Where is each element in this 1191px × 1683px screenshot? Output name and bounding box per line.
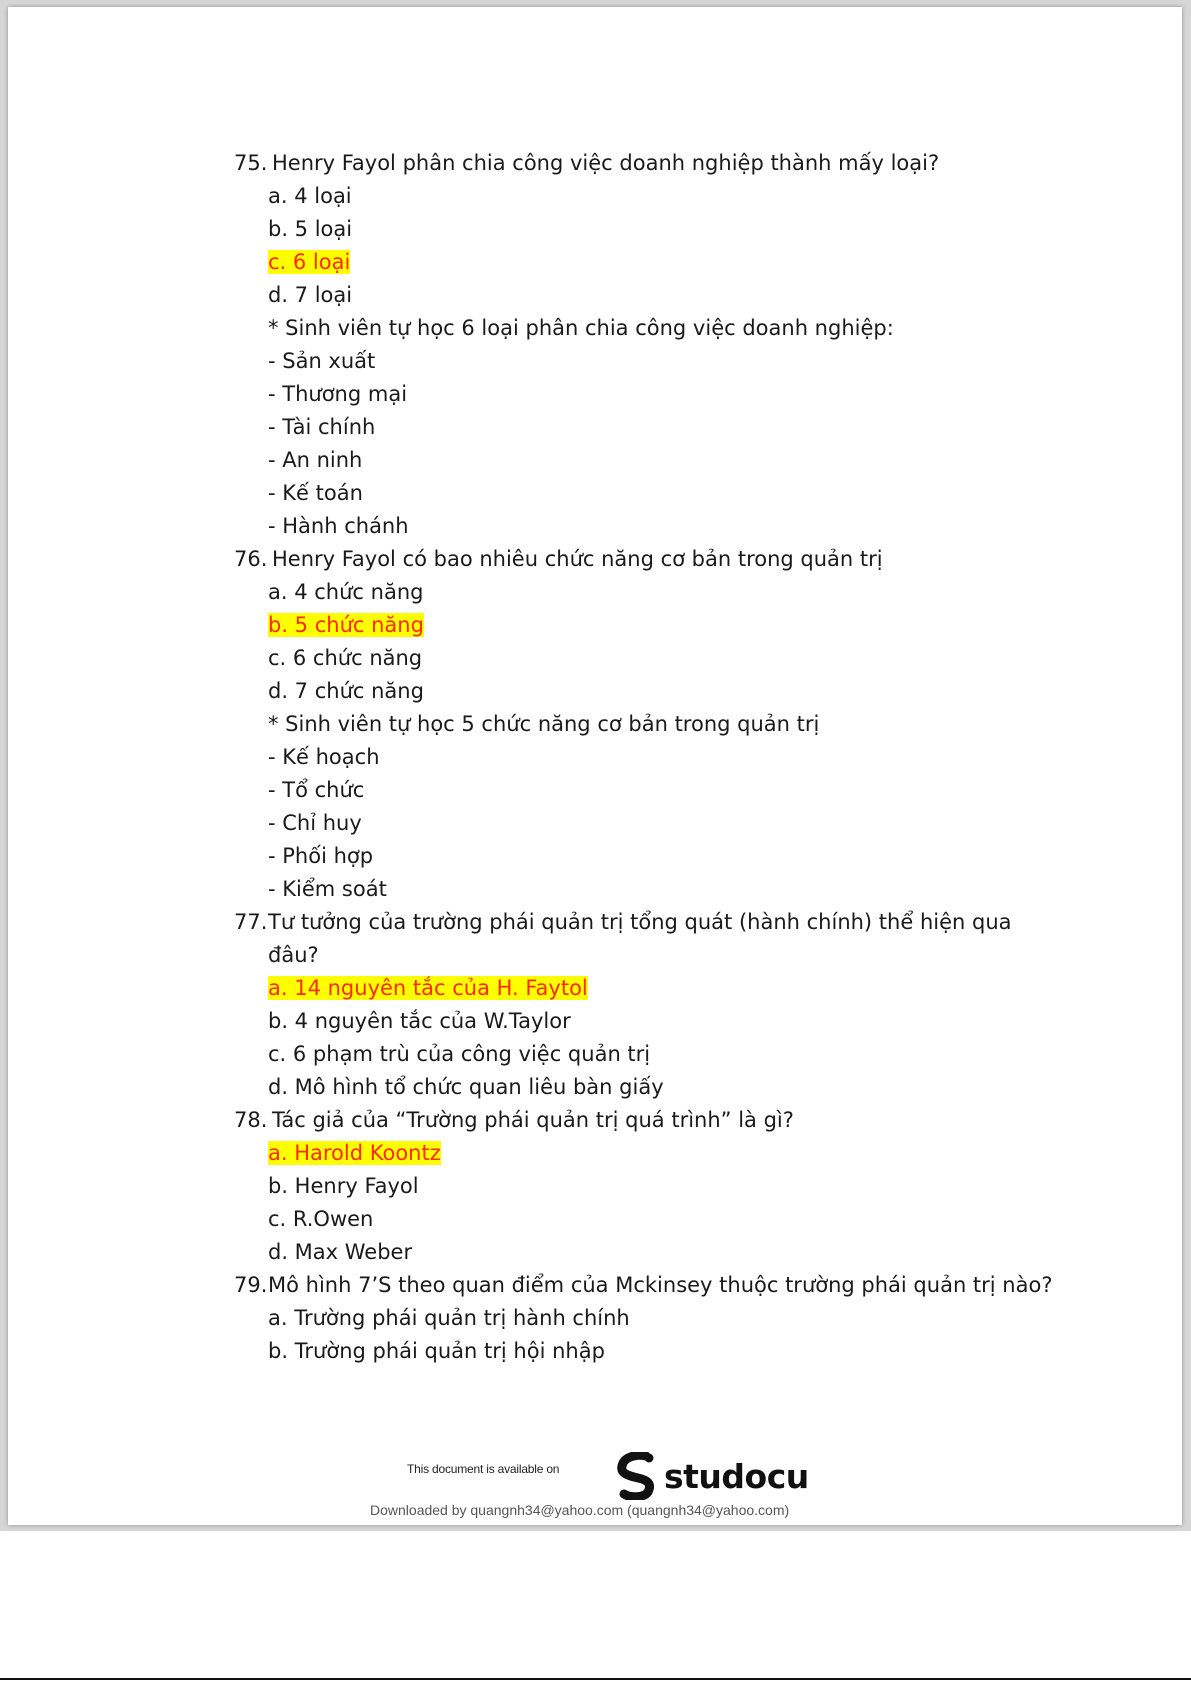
- question-number: 77.: [234, 910, 268, 934]
- list-item: [234, 873, 1034, 906]
- studocu-s-icon: [616, 1452, 660, 1500]
- question-text: Henry Fayol phân chia công việc doanh nghiệp thành mấy loại?: [272, 151, 940, 175]
- question-number: 76.: [234, 547, 268, 571]
- option-text: d. 7 chức năng: [268, 679, 424, 703]
- option-text: c. 6 phạm trù của công việc quản trị: [268, 1042, 651, 1066]
- option: [234, 1071, 1034, 1104]
- note-text: * Sinh viên tự học 5 chức năng cơ bản trong quản trị: [268, 712, 820, 736]
- study-note: [234, 312, 1034, 345]
- question-text: Tác giả của “Trường phái quản trị quá trình” là gì?: [272, 1108, 794, 1132]
- highlighted-answer: a. Harold Koontz: [268, 1141, 441, 1165]
- option-text: a. 4 loại: [268, 184, 352, 208]
- question-number: 78.: [234, 1108, 268, 1132]
- option-text: a. 4 chức năng: [268, 580, 424, 604]
- study-note: [234, 708, 1034, 741]
- list-item-text: - Kế toán: [268, 481, 363, 505]
- option: [234, 1335, 1034, 1368]
- list-item-text: - An ninh: [268, 448, 363, 472]
- list-item-text: - Hành chánh: [268, 514, 409, 538]
- list-item-text: - Chỉ huy: [268, 811, 362, 835]
- option-correct: [234, 1137, 1034, 1170]
- option: [234, 675, 1034, 708]
- question-77: [234, 906, 1034, 939]
- list-item: [234, 840, 1034, 873]
- question-text: Tư tưởng của trường phái quản trị tổng quát (hành chính) thể hiện qua: [268, 910, 1012, 934]
- question-75: [234, 147, 1034, 180]
- list-item: [234, 807, 1034, 840]
- option-text: a. Trường phái quản trị hành chính: [268, 1306, 630, 1330]
- list-item-text: - Tổ chức: [268, 778, 365, 802]
- option: [234, 180, 1034, 213]
- highlighted-answer: a. 14 nguyên tắc của H. Faytol: [268, 976, 588, 1000]
- list-item-text: - Kế hoạch: [268, 745, 380, 769]
- question-number: 79.: [234, 1273, 268, 1297]
- studocu-logo[interactable]: [616, 1452, 809, 1500]
- question-78: [234, 1104, 1034, 1137]
- list-item-text: - Kiểm soát: [268, 877, 387, 901]
- question-number: 75.: [234, 151, 268, 175]
- option-text: c. 6 chức năng: [268, 646, 423, 670]
- list-item-text: - Tài chính: [268, 415, 376, 439]
- option-correct: [234, 972, 1034, 1005]
- question-continuation: [234, 939, 1034, 972]
- option-text: d. 7 loại: [268, 283, 353, 307]
- option-text: b. Trường phái quản trị hội nhập: [268, 1339, 605, 1363]
- question-text: Henry Fayol có bao nhiêu chức năng cơ bản trong quản trị: [272, 547, 883, 571]
- question-text-continued: đâu?: [268, 943, 319, 967]
- list-item-text: - Sản xuất: [268, 349, 376, 373]
- option: [234, 1170, 1034, 1203]
- list-item: [234, 477, 1034, 510]
- bottom-divider: [0, 1678, 1191, 1680]
- question-76: [234, 543, 1034, 576]
- option-text: b. Henry Fayol: [268, 1174, 419, 1198]
- page-content: [234, 147, 1053, 1368]
- option: [234, 642, 1034, 675]
- option: [234, 1236, 1034, 1269]
- downloaded-by-text: Downloaded by quangnh34@yahoo.com (quangnh34@yahoo.com): [370, 1502, 790, 1518]
- list-item: [234, 345, 1034, 378]
- option-text: b. 4 nguyên tắc của W.Taylor: [268, 1009, 571, 1033]
- question-79: [234, 1269, 1053, 1302]
- option: [234, 1038, 1034, 1071]
- highlighted-answer: b. 5 chức năng: [268, 613, 424, 637]
- option-text: c. R.Owen: [268, 1207, 374, 1231]
- option-text: d. Mô hình tổ chức quan liêu bàn giấy: [268, 1075, 664, 1099]
- option-correct: [234, 246, 1034, 279]
- option: [234, 279, 1034, 312]
- option: [234, 1005, 1034, 1038]
- option: [234, 1203, 1034, 1236]
- highlighted-answer: c. 6 loại: [268, 250, 351, 274]
- option-text: b. 5 loại: [268, 217, 353, 241]
- option-correct: [234, 609, 1034, 642]
- list-item: [234, 444, 1034, 477]
- availability-text: This document is available on: [407, 1462, 560, 1476]
- option-text: d. Max Weber: [268, 1240, 413, 1264]
- list-item: [234, 510, 1034, 543]
- list-item-text: - Phối hợp: [268, 844, 374, 868]
- list-item: [234, 741, 1034, 774]
- list-item: [234, 378, 1034, 411]
- question-text: Mô hình 7’S theo quan điểm của Mckinsey thuộc trường phái quản trị nào?: [268, 1273, 1053, 1297]
- list-item: [234, 774, 1034, 807]
- option: [234, 213, 1034, 246]
- option: [234, 576, 1034, 609]
- option: [234, 1302, 1034, 1335]
- note-text: * Sinh viên tự học 6 loại phân chia công việc doanh nghiệp:: [268, 316, 894, 340]
- list-item: [234, 411, 1034, 444]
- studocu-wordmark: studocu: [664, 1456, 809, 1496]
- list-item-text: - Thương mại: [268, 382, 408, 406]
- document-page: [8, 7, 1182, 1525]
